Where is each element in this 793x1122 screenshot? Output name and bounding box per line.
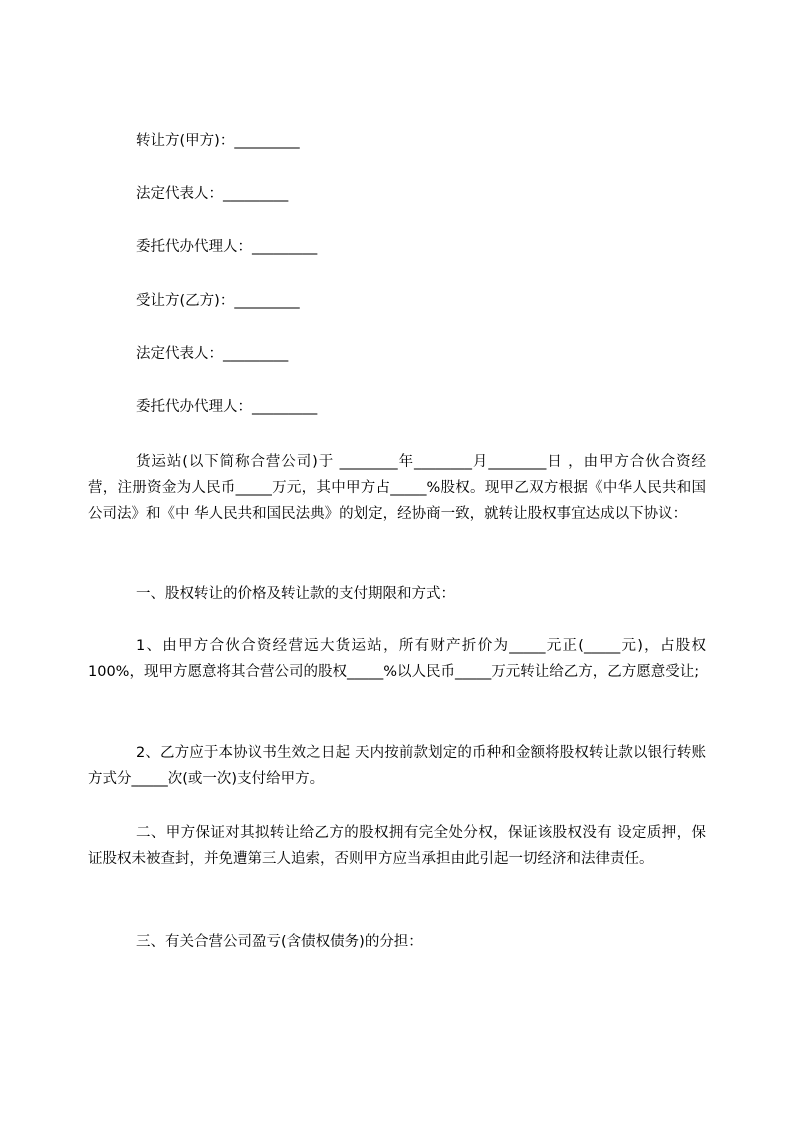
intro-paragraph: 货运站(以下简称合营公司)于 ________年________月________日 ，由甲方合伙合资经营，注册资金为人民币_____万元，其中甲方占_____%股权。现甲乙双方根据《中华人民共和国公司法》和《中 华人民共和国民法典》的划定，经协商一致，就转让股权事宜达成以下协议：: [88, 454, 706, 522]
transferor-agent-field: 委托代办代理人：_________: [136, 239, 318, 255]
section2-paragraph: 二、甲方保证对其拟转让给乙方的股权拥有完全处分权，保证该股权没有 设定质押，保证股权未被查封，并免遭第三人追索，否则甲方应当承担由此引起一切经济和法律责任。: [88, 825, 706, 867]
transferee-agent-field: 委托代办代理人：_________: [136, 399, 318, 415]
transferee-field: 受让方(乙方)：_________: [136, 293, 300, 309]
section1-item1: 1、由甲方合伙合资经营远大货运站，所有财产折价为_____元正(_____元)，占股权 100%，现甲方愿意将其合营公司的股权_____%以人民币_____万元转让给乙方，乙方愿意受让;: [88, 638, 706, 680]
section1-title: 一、股权转让的价格及转让款的支付期限和方式：: [136, 586, 455, 602]
transferor-legal-rep-field: 法定代表人：_________: [136, 186, 289, 202]
transferor-field: 转让方(甲方)：_________: [136, 133, 300, 149]
section3-title: 三、有关合营公司盈亏(含债权债务)的分担：: [136, 934, 423, 950]
transferee-legal-rep-field: 法定代表人：_________: [136, 346, 289, 362]
section1-item2: 2、乙方应于本协议书生效之日起 天内按前款划定的币种和金额将股权转让款以银行转账方式分_____次(或一次)支付给甲方。: [88, 745, 706, 787]
